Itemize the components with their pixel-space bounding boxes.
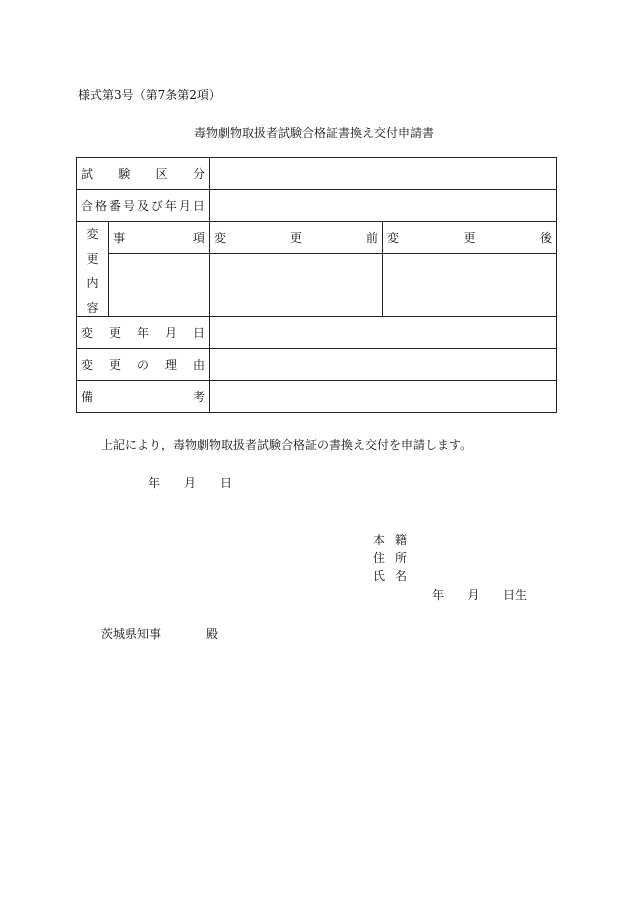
application-date (148, 474, 232, 491)
label-char: 区 (155, 167, 168, 181)
before-header (210, 222, 383, 254)
label-char: 月 (178, 199, 191, 213)
label-char: 更 (108, 326, 121, 340)
label-char: 備 (81, 390, 94, 404)
label-char: 年 (148, 476, 161, 490)
pass-number-date-label (77, 190, 210, 222)
label-char: の (136, 358, 149, 372)
pass-number-date-value[interactable] (210, 190, 557, 222)
address-label (373, 549, 407, 566)
label-char: 容 (86, 300, 99, 315)
label-char: 理 (164, 358, 177, 372)
label-char: 年 (136, 326, 149, 340)
item-value[interactable] (109, 254, 210, 317)
after-header (383, 222, 557, 254)
label-char: 変 (214, 231, 227, 245)
label-char: 更 (86, 251, 99, 266)
exam-category-label (77, 158, 210, 190)
label-char: 所 (394, 551, 407, 565)
label-char: 日 (192, 199, 205, 213)
label-char: 名 (394, 569, 407, 583)
label-char: 後 (539, 231, 552, 245)
label-char: 氏 (373, 569, 386, 583)
remarks-value[interactable] (210, 381, 557, 413)
exam-category-value[interactable] (210, 158, 557, 190)
label-char: 内 (86, 276, 99, 291)
label-char: 考 (192, 390, 205, 404)
label-char: 住 (373, 551, 386, 565)
change-reason-label (77, 349, 210, 381)
name-label (373, 567, 407, 584)
label-char: 変 (86, 227, 99, 241)
statement: 上記により，毒物劇物取扱者試験合格証の書換え交付を申請します。 (101, 438, 473, 452)
label-char: 本 (373, 533, 386, 547)
before-value[interactable] (210, 254, 383, 317)
application-table (76, 157, 557, 413)
label-char: 由 (192, 358, 205, 372)
label-char: 日生 (502, 588, 527, 602)
label-char: 変 (81, 326, 94, 340)
after-value[interactable] (383, 254, 557, 317)
honorific: 殿 (206, 627, 219, 641)
label-char: 日 (219, 476, 232, 490)
change-date-value[interactable] (210, 317, 557, 349)
change-reason-value[interactable] (210, 349, 557, 381)
label-char: び (150, 199, 163, 213)
label-char: 及 (136, 199, 149, 213)
remarks-label (77, 381, 210, 413)
label-char: 更 (108, 358, 121, 372)
label-char: 日 (192, 326, 205, 340)
change-content-label (77, 222, 109, 317)
label-char: 更 (463, 231, 476, 245)
item-header (109, 222, 210, 254)
label-char: 前 (365, 231, 378, 245)
label-char: 項 (192, 231, 205, 245)
recipient: 茨城県知事 (101, 627, 162, 641)
change-date-label (77, 317, 210, 349)
label-char: 分 (192, 167, 205, 181)
label-char: 更 (289, 231, 302, 245)
label-char: 年 (164, 199, 177, 213)
label-char: 月 (467, 588, 480, 602)
label-char: 変 (81, 358, 94, 372)
label-char: 月 (183, 476, 196, 490)
label-char: 験 (118, 167, 131, 181)
birth-date (432, 586, 527, 603)
label-char: 月 (164, 326, 177, 340)
domicile-label (373, 531, 407, 548)
label-char: 年 (432, 588, 445, 602)
label-char: 号 (122, 199, 135, 213)
label-char: 変 (387, 231, 400, 245)
form-number: 様式第3号（第7条第2項） (78, 88, 221, 102)
label-char: 事 (113, 231, 126, 245)
label-char: 格 (94, 199, 107, 213)
label-char: 籍 (394, 533, 407, 547)
label-char: 番 (108, 199, 121, 213)
label-char: 合 (81, 199, 94, 213)
label-char: 試 (81, 167, 94, 181)
document-title: 毒物劇物取扱者試験合格証書換え交付申請書 (194, 126, 435, 140)
